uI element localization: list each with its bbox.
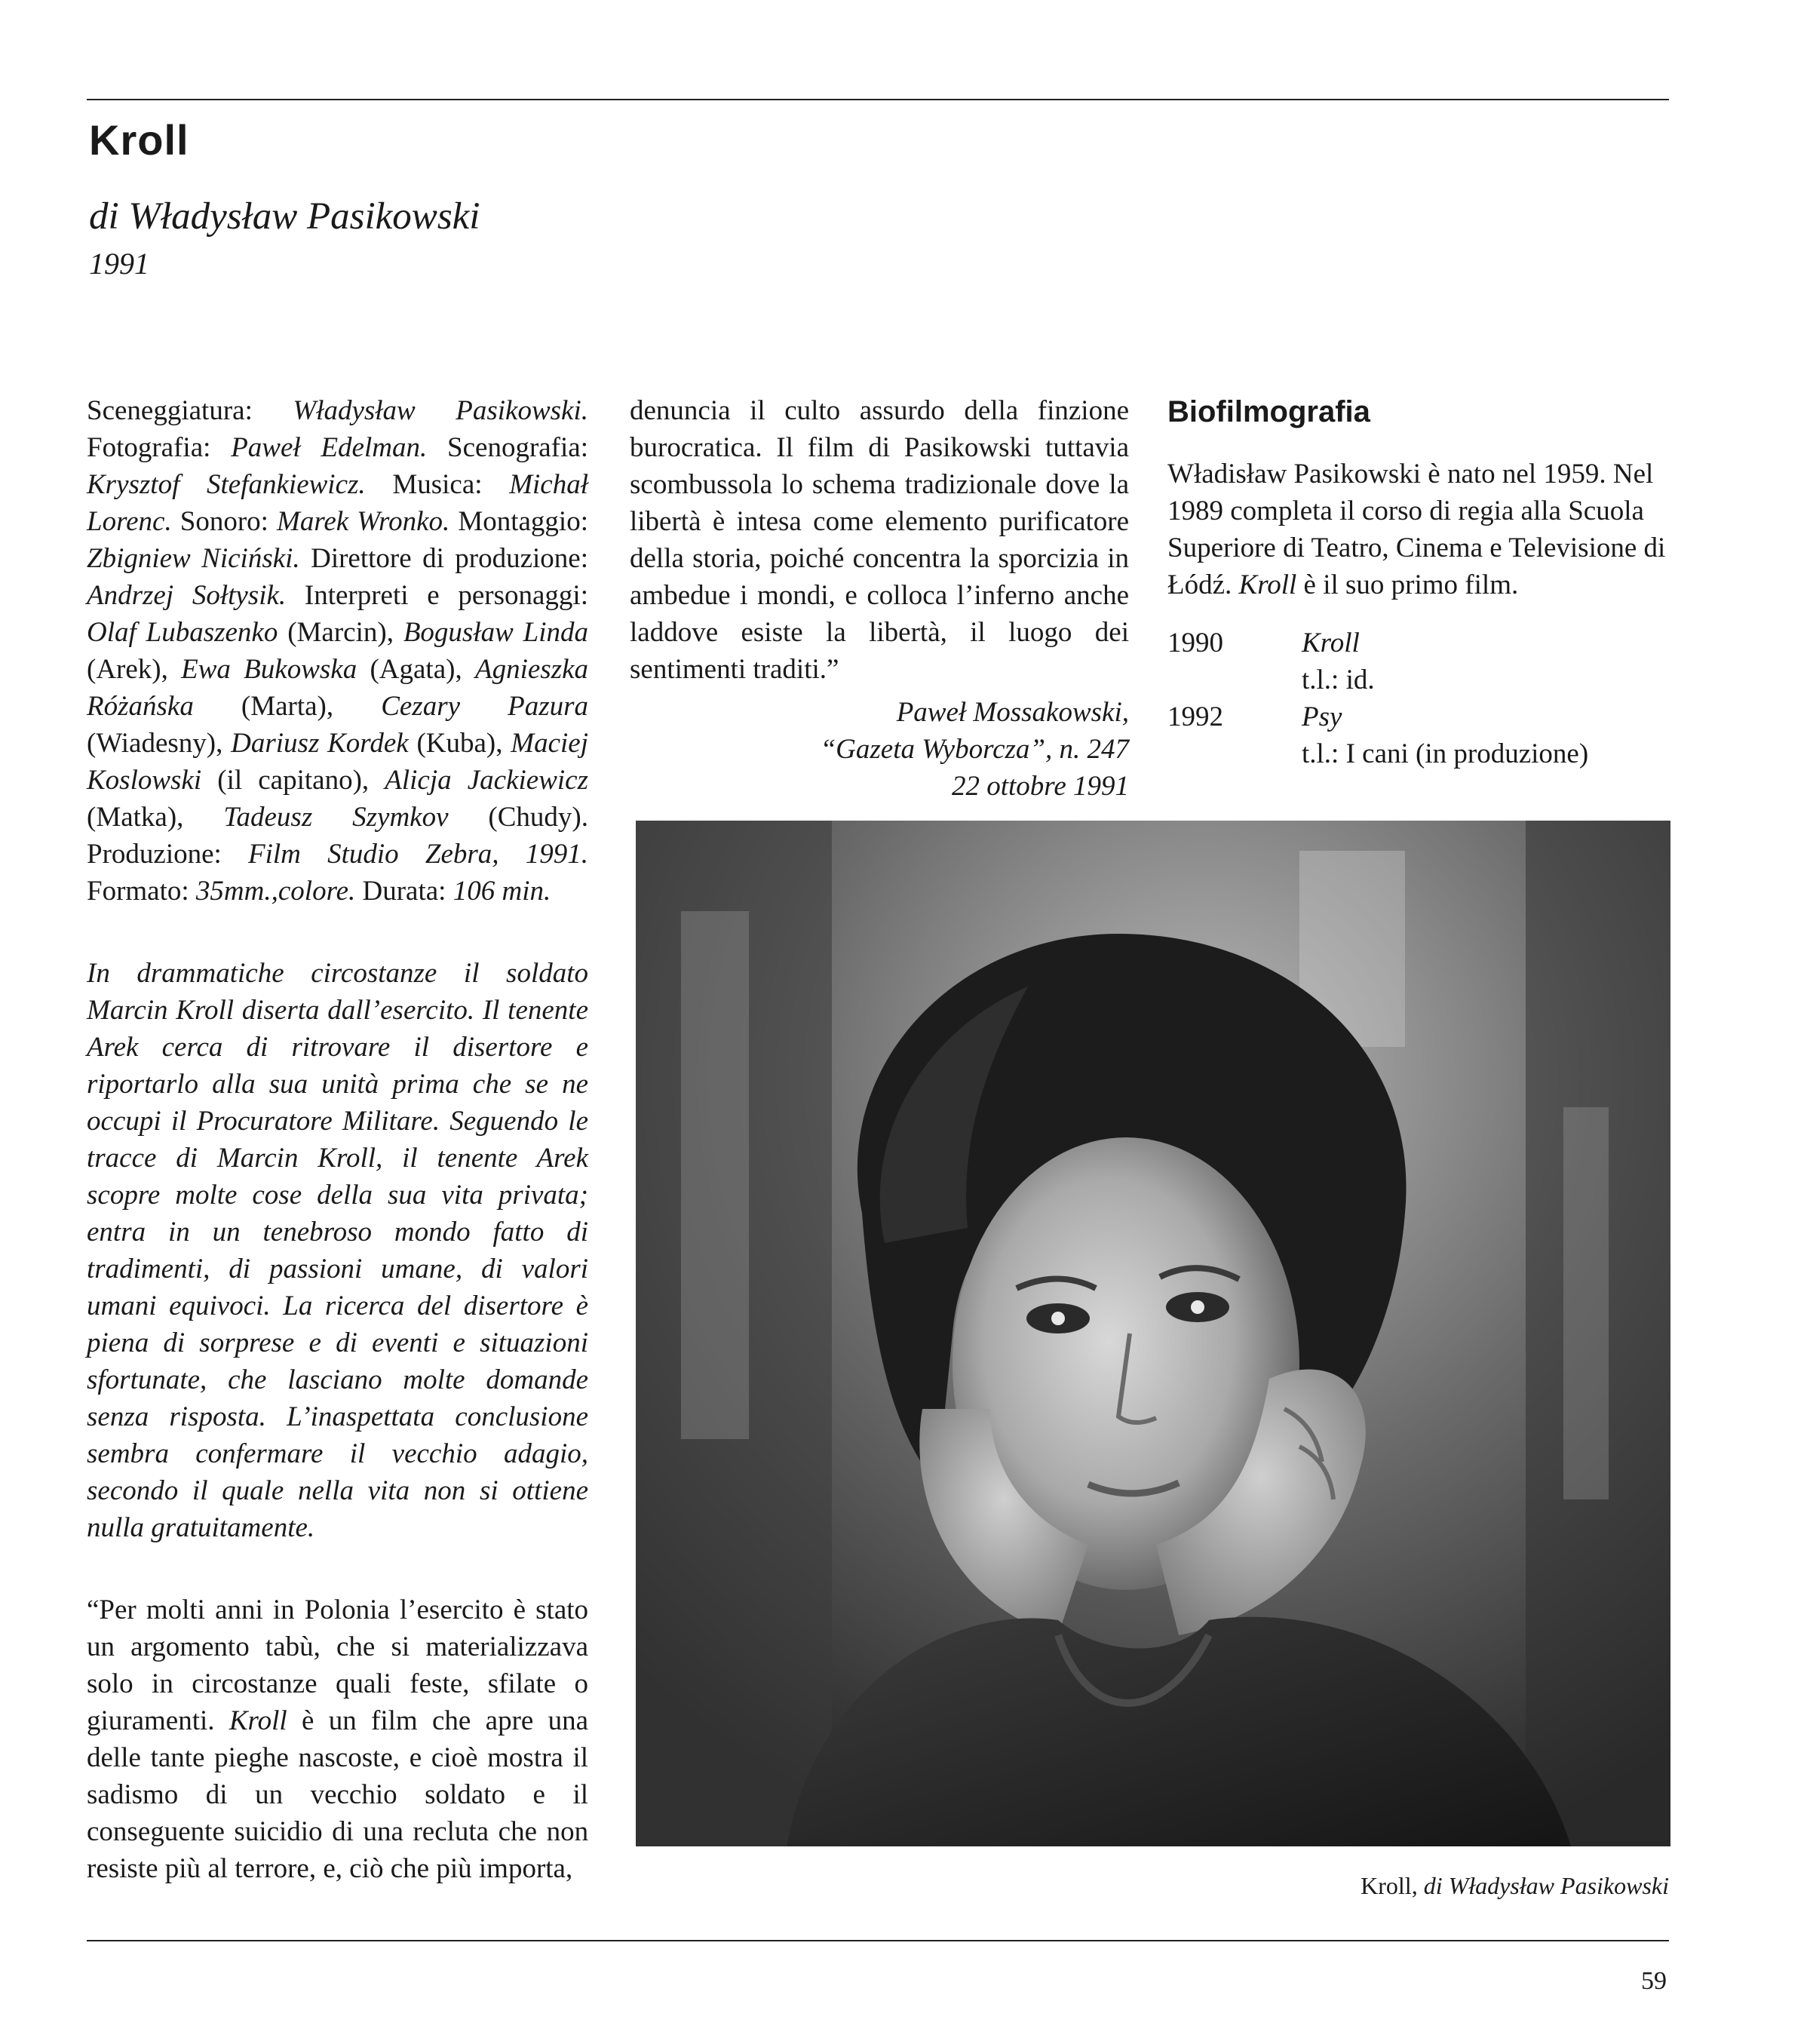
credit-role: Direttore di produzione: xyxy=(299,543,588,574)
quote-word xyxy=(526,1594,535,1625)
quote-word: burocratica. xyxy=(630,432,762,463)
quote-word xyxy=(718,617,741,648)
bio-heading: Biofilmografia xyxy=(1167,395,1370,428)
quote-word xyxy=(725,506,736,537)
quote-word xyxy=(314,1705,328,1736)
page-number: 59 xyxy=(1641,1967,1667,1995)
quote-word xyxy=(400,1742,410,1773)
quote-word: e xyxy=(532,1779,545,1810)
quote-word: della xyxy=(964,395,1019,426)
quote-word: elemento xyxy=(885,506,988,537)
quote-word: o xyxy=(574,1668,589,1699)
quote-word: laddove xyxy=(630,617,719,648)
quote-word xyxy=(115,1631,130,1662)
quote-word xyxy=(731,580,741,611)
credit-name: Tadeusz Szymkov xyxy=(223,802,449,833)
attribution-source: “Gazeta Wyborcza”, n. 247 xyxy=(820,734,1129,765)
credit-name: Andrzej Sołtysik. xyxy=(87,580,287,611)
filmography-entry xyxy=(1167,698,1669,735)
column-right xyxy=(1167,392,1669,772)
quote-word: che xyxy=(390,1853,430,1884)
quote-word xyxy=(947,580,957,611)
credit-role: (Matka), xyxy=(87,802,224,833)
quote-word xyxy=(215,1705,229,1736)
quote-word: Il xyxy=(776,432,794,463)
credit-role: Sonoro: xyxy=(171,506,278,537)
credit-name: Władysław Pasikowski. xyxy=(293,395,588,426)
quote-word xyxy=(357,1705,371,1736)
quote-word xyxy=(1100,469,1109,500)
quote-word: di xyxy=(205,1779,228,1810)
quote-word xyxy=(793,432,808,463)
quote-word xyxy=(263,1594,273,1625)
quote-word: e xyxy=(409,1742,422,1773)
quote-word xyxy=(316,1853,323,1884)
quote-word: vecchio xyxy=(310,1779,397,1810)
credit-role: Formato: xyxy=(87,876,196,907)
quote-word xyxy=(418,1705,432,1736)
quote-word xyxy=(318,1668,336,1699)
credit-name: Bogusław Linda xyxy=(403,617,588,648)
quote-word xyxy=(836,580,845,611)
quote-word: al xyxy=(207,1853,229,1884)
quote-word: traditi.” xyxy=(753,654,839,685)
quote-word: resiste xyxy=(87,1853,158,1884)
quote-word: in xyxy=(1107,543,1130,574)
quote-word: un xyxy=(328,1705,357,1736)
quote-word xyxy=(391,1668,410,1699)
quote-word xyxy=(137,1594,146,1625)
quote-word: dove xyxy=(1045,469,1100,500)
top-rule xyxy=(87,99,1669,100)
credit-name: Alicja Jackiewicz xyxy=(385,765,588,796)
quote-word xyxy=(772,469,781,500)
quote-word: scombussola xyxy=(630,469,773,500)
quote-word: storia, xyxy=(692,543,762,574)
quote-word xyxy=(204,1742,214,1773)
quote-word: la xyxy=(1109,469,1130,500)
credit-role: Musica: xyxy=(365,469,510,500)
quote-word: suicidio xyxy=(234,1816,323,1847)
quote-word: materializzava xyxy=(425,1631,589,1662)
quote-word: una xyxy=(363,1816,403,1847)
quote-word: non xyxy=(546,1816,589,1847)
quote-word xyxy=(173,1668,192,1699)
quote-attribution xyxy=(630,694,1129,805)
quote-word xyxy=(762,543,770,574)
attribution-date: 22 ottobre 1991 xyxy=(951,771,1129,802)
quote-word xyxy=(873,506,885,537)
credit-role: (Agata), xyxy=(357,654,475,685)
quote-word: e, xyxy=(323,1853,343,1884)
quote-word xyxy=(762,432,777,463)
quote-word: tante xyxy=(150,1742,205,1773)
credit-role: (Marta), xyxy=(193,691,382,722)
quote-word: Pasikowski xyxy=(903,432,1032,463)
credit-name: Krysztof Stefankiewicz. xyxy=(87,469,366,500)
quote-word: mondi, xyxy=(756,580,836,611)
quote-word: la xyxy=(826,617,846,648)
director-line: di Władysław Pasikowski xyxy=(89,195,480,238)
quote-word xyxy=(354,1816,364,1847)
quote-word xyxy=(283,1779,311,1810)
quote-word xyxy=(201,1853,207,1884)
quote-word xyxy=(422,1742,431,1773)
credit-role: Durata: xyxy=(355,876,453,907)
credit-name: Dariusz Kordek xyxy=(231,728,409,759)
quote-word xyxy=(854,432,868,463)
credits-paragraph xyxy=(87,392,588,910)
quote-word: che xyxy=(498,1816,538,1847)
quote-word: libertà, xyxy=(869,617,947,648)
quote-word: argomento xyxy=(130,1631,250,1662)
quote-word xyxy=(986,617,1008,648)
quote-word: recluta xyxy=(413,1816,489,1847)
quote-word: è xyxy=(513,1594,526,1625)
credit-role: (Wiadesny), xyxy=(87,728,232,759)
quote-word: e xyxy=(845,580,857,611)
quote-word: ciò xyxy=(349,1853,384,1884)
filmography-title: Kroll xyxy=(1302,628,1360,658)
credit-name: Maciej Koslowski xyxy=(87,728,588,796)
quote-word xyxy=(1054,580,1064,611)
quote-word xyxy=(289,1742,299,1773)
quote-word xyxy=(947,617,970,648)
quote-word xyxy=(472,1853,479,1884)
quote-word xyxy=(1018,395,1038,426)
credit-name: Cezary Pazura xyxy=(381,691,588,722)
quote-word: apre xyxy=(485,1705,534,1736)
quote-word xyxy=(844,543,852,574)
bottom-rule xyxy=(87,1940,1669,1941)
filmography-year: 1992 xyxy=(1167,701,1223,732)
quote-word: l’esercito xyxy=(399,1594,504,1625)
quote-word: il xyxy=(970,617,986,648)
quote-word: finzione xyxy=(1037,395,1130,426)
quote-word: sfilate xyxy=(487,1668,557,1699)
quote-word xyxy=(505,1779,533,1810)
quote-word: più xyxy=(436,1853,472,1884)
quote-word xyxy=(945,395,965,426)
quote-word xyxy=(701,506,713,537)
quote-word: assurdo xyxy=(859,395,945,426)
quote-word: importa, xyxy=(478,1853,573,1884)
quote-word xyxy=(410,1631,425,1662)
quote-word: lo xyxy=(781,469,803,500)
quote-word xyxy=(896,469,905,500)
bio-text-before: Władisław Pasikowski è nato nel 1959. Nel 1989 completa il corso di regia alla Scuola Superiore di Teatro, Cinema e Televisione di Łódź. xyxy=(1167,459,1666,600)
quote-word: anche xyxy=(1063,580,1130,611)
quote-word xyxy=(250,1631,265,1662)
filmography-list xyxy=(1167,625,1669,772)
quote-word: anni xyxy=(215,1594,263,1625)
quote-word xyxy=(504,1594,514,1625)
quote-word: poiché xyxy=(769,543,845,574)
quote-word: stato xyxy=(535,1594,589,1625)
credit-name: Ewa Bukowska xyxy=(181,654,357,685)
quote-word: che xyxy=(431,1705,471,1736)
quote-word: conseguente xyxy=(87,1816,225,1847)
quote-word xyxy=(765,395,785,426)
quote-word: la xyxy=(969,543,990,574)
quote-word xyxy=(321,1631,336,1662)
credit-role: (Chudy). Produzione: xyxy=(87,802,589,870)
quote-word: è xyxy=(301,1705,314,1736)
quote-word: film xyxy=(807,432,854,463)
quote-word xyxy=(802,506,813,537)
caption-film: Kroll, xyxy=(1361,1872,1418,1899)
quote-word: purificatore xyxy=(999,506,1130,537)
quote-word xyxy=(840,395,860,426)
review-quote xyxy=(87,1591,588,1887)
quote-word: cioè xyxy=(431,1742,478,1773)
quote-word xyxy=(225,1816,235,1847)
quote-word: una xyxy=(548,1705,589,1736)
quote-word: il xyxy=(750,395,765,426)
quote-word: il xyxy=(572,1742,589,1773)
quote-word xyxy=(1036,469,1045,500)
bio-film-title: Kroll xyxy=(1238,569,1297,600)
credit-name: Michał Lorenc. xyxy=(87,469,588,537)
quote-word xyxy=(545,1779,573,1810)
quote-word: feste, xyxy=(410,1668,470,1699)
quote-word xyxy=(228,1779,256,1810)
quote-word: culto xyxy=(784,395,841,426)
credit-name: Marek Wronko. xyxy=(277,506,450,537)
credit-role: (Marcin), xyxy=(278,617,403,648)
quote-word: sentimenti xyxy=(630,654,747,685)
quote-word: pieghe xyxy=(214,1742,289,1773)
quote-word: terrore, xyxy=(235,1853,317,1884)
quote-word: quali xyxy=(335,1668,391,1699)
credit-role: (Kuba), xyxy=(408,728,511,759)
quote-word xyxy=(533,1705,548,1736)
quote-word: della xyxy=(630,543,684,574)
quote-word: luogo xyxy=(1008,617,1072,648)
quote-word: mostra xyxy=(487,1742,563,1773)
credit-role: Montaggio: xyxy=(449,506,588,537)
quote-word: tradizionale xyxy=(904,469,1037,500)
filmography-title: Psy xyxy=(1302,701,1342,732)
quote-word: concentra xyxy=(852,543,962,574)
quote-word xyxy=(397,1779,425,1810)
film-still-photo xyxy=(636,821,1670,1846)
film-year: 1991 xyxy=(89,247,149,281)
quote-word xyxy=(477,1742,487,1773)
quote-word xyxy=(1072,617,1094,648)
column-left xyxy=(87,392,588,1887)
film-title: Kroll xyxy=(89,116,189,164)
quote-word xyxy=(684,543,692,574)
quote-word: l’inferno xyxy=(956,580,1055,611)
quote-word xyxy=(228,1853,235,1884)
bio-text-after: è il suo primo film. xyxy=(1296,569,1519,600)
quote-word xyxy=(890,432,904,463)
credit-name: Zbigniew Niciński. xyxy=(87,543,300,574)
quote-word: in xyxy=(272,1594,295,1625)
quote-word xyxy=(133,1668,152,1699)
quote-word: “Per xyxy=(87,1594,137,1625)
quote-word: il xyxy=(572,1779,588,1810)
quote-word: si xyxy=(391,1631,410,1662)
credit-role: Scenografia: xyxy=(427,432,588,463)
credit-name: Paweł Edelman. xyxy=(231,432,428,463)
quote-word: circostanze xyxy=(192,1668,318,1699)
quote-word: Polonia xyxy=(304,1594,390,1625)
attribution-author: Paweł Mossakowski, xyxy=(896,697,1129,728)
quote-word: di xyxy=(868,432,890,463)
quote-word xyxy=(537,1816,547,1847)
quote-word: schema xyxy=(811,469,896,500)
quote-word xyxy=(857,580,867,611)
quote-word xyxy=(1099,543,1107,574)
quote-word xyxy=(469,1668,487,1699)
quote-word xyxy=(489,1816,499,1847)
filmography-year: 1990 xyxy=(1167,628,1223,658)
quote-word: libertà xyxy=(630,506,701,537)
quote-word xyxy=(342,1853,349,1884)
quote-word xyxy=(563,1742,573,1773)
quote-word: film xyxy=(371,1705,418,1736)
quote-word xyxy=(158,1853,165,1884)
quote-word xyxy=(989,543,998,574)
quote-word xyxy=(295,1594,305,1625)
quote-word: più xyxy=(164,1853,201,1884)
quote-word xyxy=(287,1705,302,1736)
synopsis-paragraph: In drammatiche circostanze il soldato Marcin Kroll diserta dall’esercito. Il tenente Arek cerca di ritrovare il disertore e riportarlo alla sua unità prima che se ne occupi il Procuratore Militare. Seguendo le tracce di Marcin Kroll, il tenente Arek scopre molte cose della sua vita privata; entra in un tenebroso mondo fatto di tradimenti, di passioni umane, di valori umani equivoci. La ricerca del disertore è piena di sorprese e di eventi e situazioni sfortunate, che lasciano molte domande senza risposta. L’inaspettata conclusione sembra confermare il vecchio adagio, secondo il quale nella vita non si ottiene nulla gratuitamente. xyxy=(87,958,588,1543)
quote-word xyxy=(1031,432,1045,463)
credit-name: Olaf Lubaszenko xyxy=(87,617,278,648)
quote-word: nascoste, xyxy=(298,1742,400,1773)
quote-word: denuncia xyxy=(630,395,731,426)
credit-name: 106 min. xyxy=(452,876,551,907)
quote-word xyxy=(375,1631,391,1662)
quote-word xyxy=(987,506,999,537)
quote-word xyxy=(846,617,869,648)
filmography-translated-title: t.l.: I cani (in produzione) xyxy=(1302,738,1589,769)
filmography-entry xyxy=(1167,625,1669,661)
quote-word xyxy=(803,469,812,500)
quote-word: ambedue xyxy=(630,580,731,611)
quote-word xyxy=(205,1594,215,1625)
quote-word: colloca xyxy=(867,580,948,611)
quote-word: che xyxy=(336,1631,376,1662)
caption-director: di Władysław Pasikowski xyxy=(1417,1872,1669,1899)
quote-word xyxy=(390,1594,400,1625)
quote-word: delle xyxy=(87,1742,141,1773)
quote-word: sadismo xyxy=(87,1779,179,1810)
quote-word: solo xyxy=(87,1668,133,1699)
photo-caption xyxy=(1361,1874,1669,1898)
quote-word: tabù, xyxy=(265,1631,321,1662)
quote-word xyxy=(803,617,826,648)
quote-word xyxy=(178,1779,206,1810)
credit-name: Agnieszka Różańska xyxy=(87,654,588,722)
credit-role: Fotografia: xyxy=(87,432,232,463)
credit-role: (Arek), xyxy=(87,654,182,685)
quote-word xyxy=(403,1816,413,1847)
quote-word xyxy=(961,543,969,574)
quote-word xyxy=(731,395,750,426)
quote-word: sporcizia xyxy=(998,543,1100,574)
quote-word: tuttavia xyxy=(1045,432,1130,463)
quote-word xyxy=(141,1742,151,1773)
review-quote-continued xyxy=(630,392,1129,688)
credit-name: Film Studio Zebra, 1991. xyxy=(248,839,588,870)
quote-word: Kroll xyxy=(229,1705,287,1736)
credit-role: Interpreti e personaggi: xyxy=(286,580,588,611)
quote-word xyxy=(747,580,757,611)
quote-word xyxy=(556,1668,574,1699)
quote-word: un xyxy=(87,1631,115,1662)
quote-word: è xyxy=(712,506,726,537)
filmography-translated-title: t.l.: id. xyxy=(1302,664,1375,695)
quote-word: giuramenti. xyxy=(87,1705,215,1736)
bio-paragraph xyxy=(1167,456,1669,603)
quote-word: dei xyxy=(1094,617,1129,648)
quote-word: di xyxy=(332,1816,354,1847)
column-middle xyxy=(630,392,1129,805)
quote-word: soldato xyxy=(425,1779,505,1810)
credit-role: (il capitano), xyxy=(201,765,385,796)
quote-word: i xyxy=(740,580,748,611)
credit-name: 35mm.,colore. xyxy=(195,876,356,907)
quote-word: molti xyxy=(146,1594,205,1625)
quote-word xyxy=(384,1853,391,1884)
quote-word: come xyxy=(813,506,874,537)
credit-role: Sceneggiatura: xyxy=(87,395,293,426)
quote-word xyxy=(323,1816,333,1847)
quote-word: in xyxy=(152,1668,173,1699)
quote-word: intesa xyxy=(736,506,802,537)
quote-word: esiste xyxy=(741,617,803,648)
quote-word: un xyxy=(255,1779,284,1810)
quote-word xyxy=(429,1853,436,1884)
quote-word xyxy=(471,1705,485,1736)
